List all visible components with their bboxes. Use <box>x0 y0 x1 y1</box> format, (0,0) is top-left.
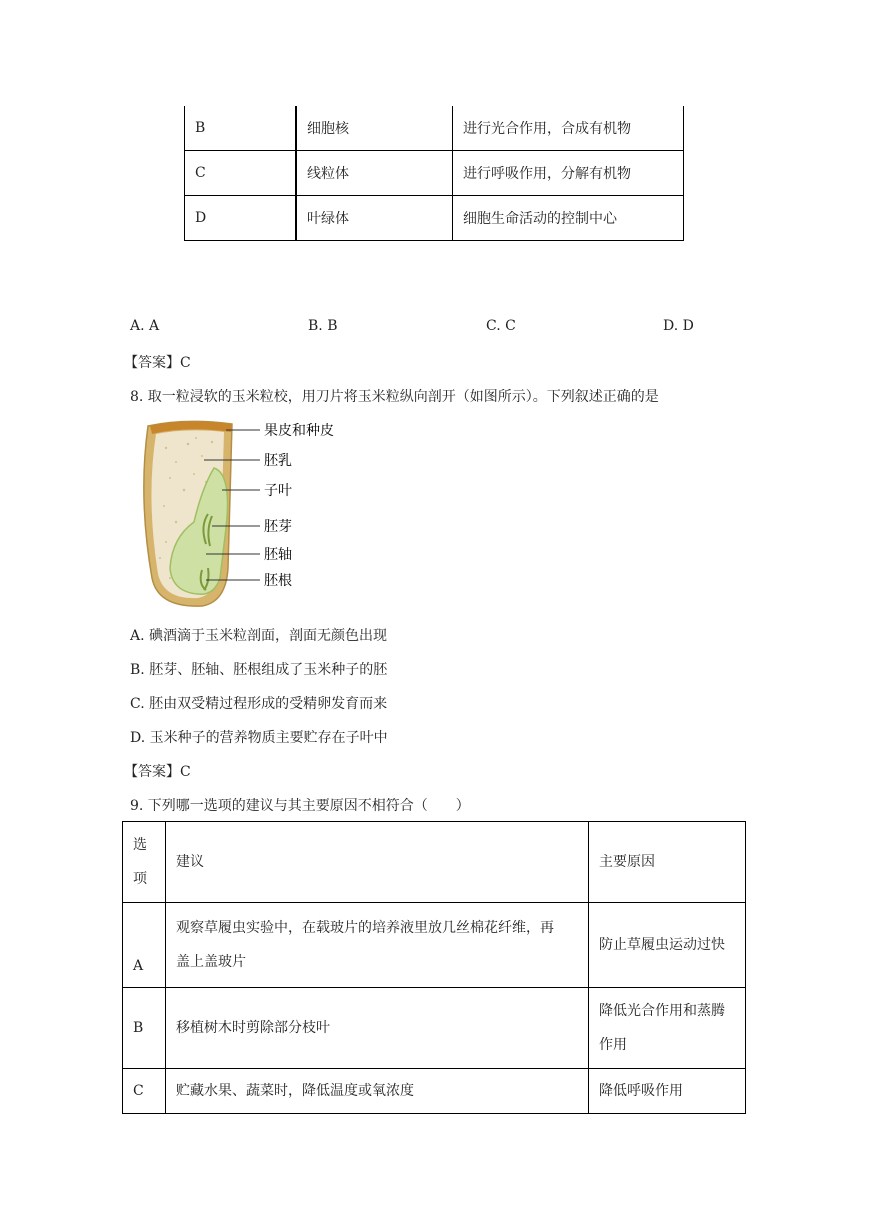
table-cell-function: 进行呼吸作用，分解有机物 <box>453 151 684 196</box>
table-row <box>123 988 746 1069</box>
q9-stem: 9. 下列哪一选项的建议与其主要原因不相符合（ ） <box>130 798 470 814</box>
table-cell-option: C <box>123 1069 166 1114</box>
table-cell-reason <box>589 988 746 1069</box>
q7-answer: 【答案】C <box>124 355 191 371</box>
table-cell-function: 细胞生命活动的控制中心 <box>453 196 684 241</box>
suggestion-table <box>122 821 746 1114</box>
table-cell-suggestion: 移植树木时剪除部分枝叶 <box>166 988 589 1069</box>
q7-option-c: C. C <box>486 318 516 334</box>
suggestion-line2: 盖上盖玻片 <box>176 954 246 970</box>
table-cell-function: 进行光合作用，合成有机物 <box>453 106 684 151</box>
table-cell-option: B <box>185 106 297 151</box>
q8-answer: 【答案】C <box>124 764 191 780</box>
reason-line1: 降低光合作用和蒸腾 <box>599 1003 725 1019</box>
table-row <box>185 151 684 196</box>
table-cell-option: B <box>123 988 166 1069</box>
label-radicle: 胚根 <box>264 573 292 589</box>
header-reason: 主要原因 <box>589 822 746 903</box>
header-option-line1: 选 <box>133 837 147 853</box>
table-cell-reason: 降低呼吸作用 <box>589 1069 746 1114</box>
table-cell-suggestion <box>166 903 589 988</box>
table-cell-structure: 线粒体 <box>296 151 453 196</box>
q8-option-d: D. 玉米种子的营养物质主要贮存在子叶中 <box>130 730 388 746</box>
q8-stem: 8. 取一粒浸软的玉米粒校，用刀片将玉米粒纵向剖开（如图所示）。下列叙述正确的是 <box>130 389 659 405</box>
q8-option-b: B. 胚芽、胚轴、胚根组成了玉米种子的胚 <box>130 662 388 678</box>
suggestion-line1: 观察草履虫实验中，在载玻片的培养液里放几丝棉花纤维，再 <box>176 920 554 936</box>
table-cell-option: A <box>123 903 166 988</box>
q7-option-b: B. B <box>308 318 338 334</box>
table-row <box>185 106 684 151</box>
label-cotyledon: 子叶 <box>264 483 292 499</box>
q8-option-a: A. 碘酒滴于玉米粒剖面，剖面无颜色出现 <box>130 628 388 644</box>
label-plumule: 胚芽 <box>264 519 292 535</box>
header-option <box>123 822 166 903</box>
header-suggestion: 建议 <box>166 822 589 903</box>
table-row <box>123 1069 746 1114</box>
reason-line2: 作用 <box>599 1037 627 1053</box>
label-pericarp: 果皮和种皮 <box>264 423 334 439</box>
table-cell-structure: 细胞核 <box>296 106 453 151</box>
table-header-row <box>123 822 746 903</box>
table-cell-option: D <box>185 196 297 241</box>
q7-option-a: A. A <box>130 318 160 334</box>
table-cell-option: C <box>185 151 297 196</box>
table-cell-suggestion: 贮藏水果、蔬菜时，降低温度或氧浓度 <box>166 1069 589 1114</box>
table-cell-structure: 叶绿体 <box>296 196 453 241</box>
q7-option-d: D. D <box>663 318 694 334</box>
label-endosperm: 胚乳 <box>264 453 292 469</box>
header-option-line2: 项 <box>133 871 147 887</box>
label-hypocotyl: 胚轴 <box>264 547 292 563</box>
organelle-table <box>184 106 684 241</box>
reason-line1: 防止草履虫运动过快 <box>599 937 725 953</box>
corn-kernel-figure <box>136 418 361 610</box>
table-row <box>123 903 746 988</box>
table-row <box>185 196 684 241</box>
table-cell-reason <box>589 903 746 988</box>
q8-option-c: C. 胚由双受精过程形成的受精卵发育而来 <box>130 696 388 712</box>
